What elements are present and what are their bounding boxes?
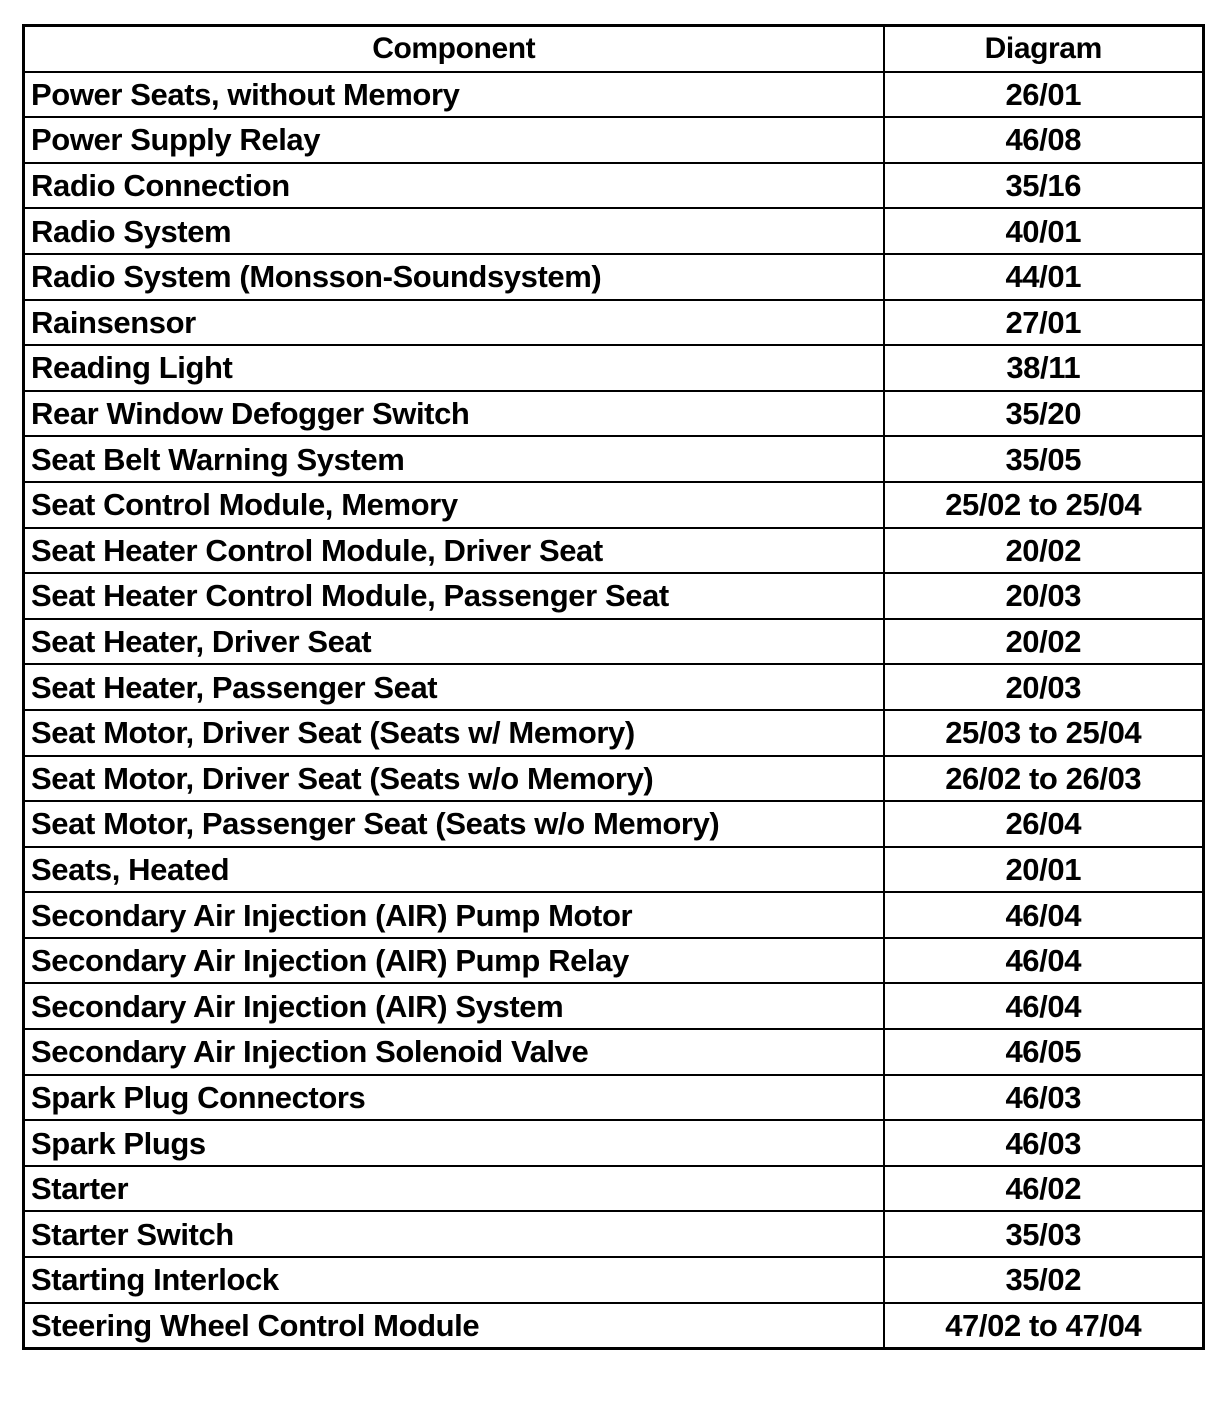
table-row xyxy=(24,391,1204,437)
table-row xyxy=(24,117,1204,163)
component-cell: Rainsensor xyxy=(24,300,884,346)
component-cell: Secondary Air Injection Solenoid Valve xyxy=(24,1029,884,1075)
component-cell: Secondary Air Injection (AIR) Pump Relay xyxy=(24,938,884,984)
table-row xyxy=(24,1211,1204,1257)
diagram-cell: 27/01 xyxy=(884,300,1204,346)
table-row xyxy=(24,345,1204,391)
table-row xyxy=(24,163,1204,209)
diagram-cell: 25/03 to 25/04 xyxy=(884,710,1204,756)
component-cell: Steering Wheel Control Module xyxy=(24,1303,884,1349)
component-cell: Power Supply Relay xyxy=(24,117,884,163)
component-cell: Starter xyxy=(24,1166,884,1212)
table-row xyxy=(24,1257,1204,1303)
table-row xyxy=(24,436,1204,482)
diagram-cell: 26/02 to 26/03 xyxy=(884,756,1204,802)
table-row xyxy=(24,482,1204,528)
component-cell: Seats, Heated xyxy=(24,847,884,893)
component-cell: Rear Window Defogger Switch xyxy=(24,391,884,437)
diagram-cell: 20/02 xyxy=(884,619,1204,665)
diagram-cell: 20/03 xyxy=(884,573,1204,619)
diagram-cell: 46/08 xyxy=(884,117,1204,163)
table-body xyxy=(24,72,1204,1349)
component-cell: Power Seats, without Memory xyxy=(24,72,884,118)
component-diagram-table xyxy=(22,24,1205,1350)
column-header-diagram: Diagram xyxy=(884,26,1204,72)
diagram-cell: 20/01 xyxy=(884,847,1204,893)
diagram-cell: 25/02 to 25/04 xyxy=(884,482,1204,528)
component-cell: Starting Interlock xyxy=(24,1257,884,1303)
diagram-cell: 26/01 xyxy=(884,72,1204,118)
component-cell: Seat Heater, Driver Seat xyxy=(24,619,884,665)
component-cell: Radio System (Monsson-Soundsystem) xyxy=(24,254,884,300)
diagram-cell: 47/02 to 47/04 xyxy=(884,1303,1204,1349)
component-cell: Secondary Air Injection (AIR) System xyxy=(24,983,884,1029)
component-cell: Seat Belt Warning System xyxy=(24,436,884,482)
diagram-cell: 46/04 xyxy=(884,983,1204,1029)
diagram-cell: 46/03 xyxy=(884,1120,1204,1166)
component-cell: Seat Heater, Passenger Seat xyxy=(24,664,884,710)
table-row xyxy=(24,254,1204,300)
table-row xyxy=(24,892,1204,938)
table-row xyxy=(24,983,1204,1029)
diagram-cell: 20/03 xyxy=(884,664,1204,710)
component-cell: Seat Heater Control Module, Passenger Seat xyxy=(24,573,884,619)
diagram-cell: 26/04 xyxy=(884,801,1204,847)
table-row xyxy=(24,72,1204,118)
component-cell: Starter Switch xyxy=(24,1211,884,1257)
diagram-cell: 35/20 xyxy=(884,391,1204,437)
table-row xyxy=(24,1075,1204,1121)
diagram-cell: 20/02 xyxy=(884,528,1204,574)
table-row xyxy=(24,664,1204,710)
table-row xyxy=(24,938,1204,984)
table-row xyxy=(24,573,1204,619)
table-row xyxy=(24,208,1204,254)
component-cell: Secondary Air Injection (AIR) Pump Motor xyxy=(24,892,884,938)
table-row xyxy=(24,847,1204,893)
table-row xyxy=(24,619,1204,665)
diagram-cell: 46/04 xyxy=(884,938,1204,984)
component-cell: Seat Heater Control Module, Driver Seat xyxy=(24,528,884,574)
column-header-component: Component xyxy=(24,26,884,72)
component-cell: Seat Motor, Passenger Seat (Seats w/o Memory) xyxy=(24,801,884,847)
diagram-cell: 46/05 xyxy=(884,1029,1204,1075)
table-row xyxy=(24,1029,1204,1075)
table-row xyxy=(24,801,1204,847)
component-cell: Seat Control Module, Memory xyxy=(24,482,884,528)
table-row xyxy=(24,710,1204,756)
diagram-cell: 40/01 xyxy=(884,208,1204,254)
component-cell: Seat Motor, Driver Seat (Seats w/o Memory) xyxy=(24,756,884,802)
table-header-row xyxy=(24,26,1204,72)
component-cell: Spark Plug Connectors xyxy=(24,1075,884,1121)
diagram-cell: 35/03 xyxy=(884,1211,1204,1257)
table-row xyxy=(24,300,1204,346)
table-row xyxy=(24,528,1204,574)
diagram-cell: 46/03 xyxy=(884,1075,1204,1121)
diagram-cell: 44/01 xyxy=(884,254,1204,300)
component-diagram-table-container xyxy=(22,24,1202,1350)
diagram-cell: 46/04 xyxy=(884,892,1204,938)
diagram-cell: 35/16 xyxy=(884,163,1204,209)
table-row xyxy=(24,1120,1204,1166)
component-cell: Seat Motor, Driver Seat (Seats w/ Memory) xyxy=(24,710,884,756)
table-row xyxy=(24,1303,1204,1349)
table-row xyxy=(24,756,1204,802)
component-cell: Reading Light xyxy=(24,345,884,391)
diagram-cell: 46/02 xyxy=(884,1166,1204,1212)
component-cell: Spark Plugs xyxy=(24,1120,884,1166)
diagram-cell: 35/05 xyxy=(884,436,1204,482)
table-row xyxy=(24,1166,1204,1212)
component-cell: Radio Connection xyxy=(24,163,884,209)
component-cell: Radio System xyxy=(24,208,884,254)
diagram-cell: 38/11 xyxy=(884,345,1204,391)
diagram-cell: 35/02 xyxy=(884,1257,1204,1303)
